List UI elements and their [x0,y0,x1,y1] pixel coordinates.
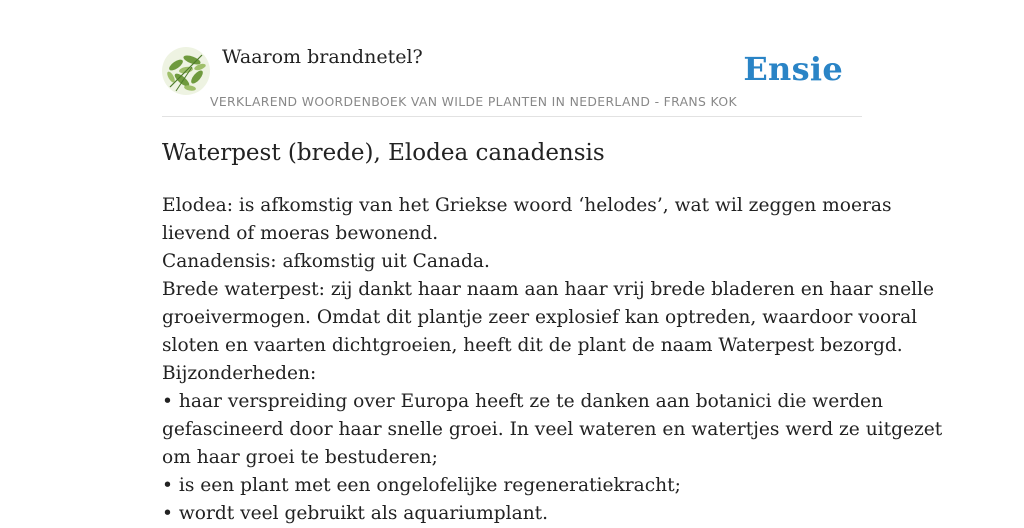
body-line: groeivermogen. Omdat dit plantje zeer explosief kan optreden, waardoor vooral [162,307,918,328]
body-line: • is een plant met een ongelofelijke regeneratiekracht; [162,475,681,496]
body-line: • haar verspreiding over Europa heeft ze te danken aan botanici die werden [162,391,883,412]
dictionary-source[interactable]: VERKLAREND WOORDENBOEK VAN WILDE PLANTEN IN NEDERLAND - FRANS KOK [210,94,737,109]
body-line: Brede waterpest: zij dankt haar naam aan haar vrij brede bladeren en haar snelle [162,279,934,300]
header [162,44,862,117]
brand-logo[interactable]: Ensie [743,50,843,88]
body-line: Canadensis: afkomstig uit Canada. [162,251,490,272]
body-line: lievend of moeras bewonend. [162,223,439,244]
body-line: Elodea: is afkomstig van het Griekse woord ‘helodes’, wat wil zeggen moeras [162,195,892,216]
leaf-avatar-icon[interactable] [162,47,210,95]
page-title[interactable]: Waarom brandnetel? [222,46,423,68]
body-line: sloten en vaarten dichtgroeien, heeft dit de plant de naam Waterpest bezorgd. [162,335,903,356]
entry-title: Waterpest (brede), Elodea canadensis [162,140,605,166]
body-line: om haar groei te bestuderen; [162,447,438,468]
entry-body [162,192,943,528]
body-line: Bijzonderheden: [162,363,317,384]
body-line: gefascineerd door haar snelle groei. In veel wateren en watertjes werd ze uitgezet [162,419,943,440]
body-line: • wordt veel gebruikt als aquariumplant. [162,503,549,524]
